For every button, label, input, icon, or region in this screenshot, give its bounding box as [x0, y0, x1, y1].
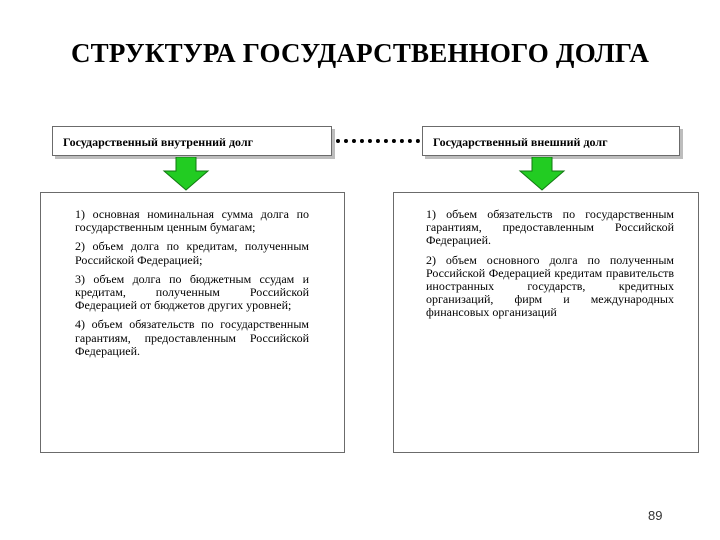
- internal-debt-item-2: 2) объем долга по кредитам, полученным Российской Федерацией;: [75, 239, 309, 267]
- down-arrow-icon-right: [518, 157, 566, 191]
- internal-debt-header: Государственный внутренний долг: [52, 126, 332, 156]
- dotted-connector: [336, 139, 420, 143]
- page-number: 89: [648, 508, 663, 523]
- internal-debt-item-3: 3) объем долга по бюджетным ссудам и кредитам, полученным Российской Федерацией от бюджетов других уровней;: [75, 271, 309, 313]
- page-title: СТРУКТУРА ГОСУДАРСТВЕННОГО ДОЛГА: [70, 38, 650, 68]
- external-debt-item-1: 1) объем обязательств по государственным гарантиям, предоставленным Российской Федерацией.: [426, 207, 674, 248]
- external-debt-box: [393, 192, 699, 453]
- internal-debt-item-4: 4) объем обязательств по государственным гарантиям, предоставленным Российской Федерацией.: [75, 317, 309, 358]
- down-arrow-icon-left: [162, 157, 210, 191]
- external-debt-item-2: 2) объем основного долга по полученным Российской Федерацией кредитам правительств иностранных государств, кредитных организаций, фирм и международных финансовых организаций: [426, 252, 674, 320]
- external-debt-header: Государственный внешний долг: [422, 126, 680, 156]
- internal-debt-item-1: 1) основная номинальная сумма долга по государственным ценным бумагам;: [75, 207, 309, 235]
- internal-debt-box: [40, 192, 345, 453]
